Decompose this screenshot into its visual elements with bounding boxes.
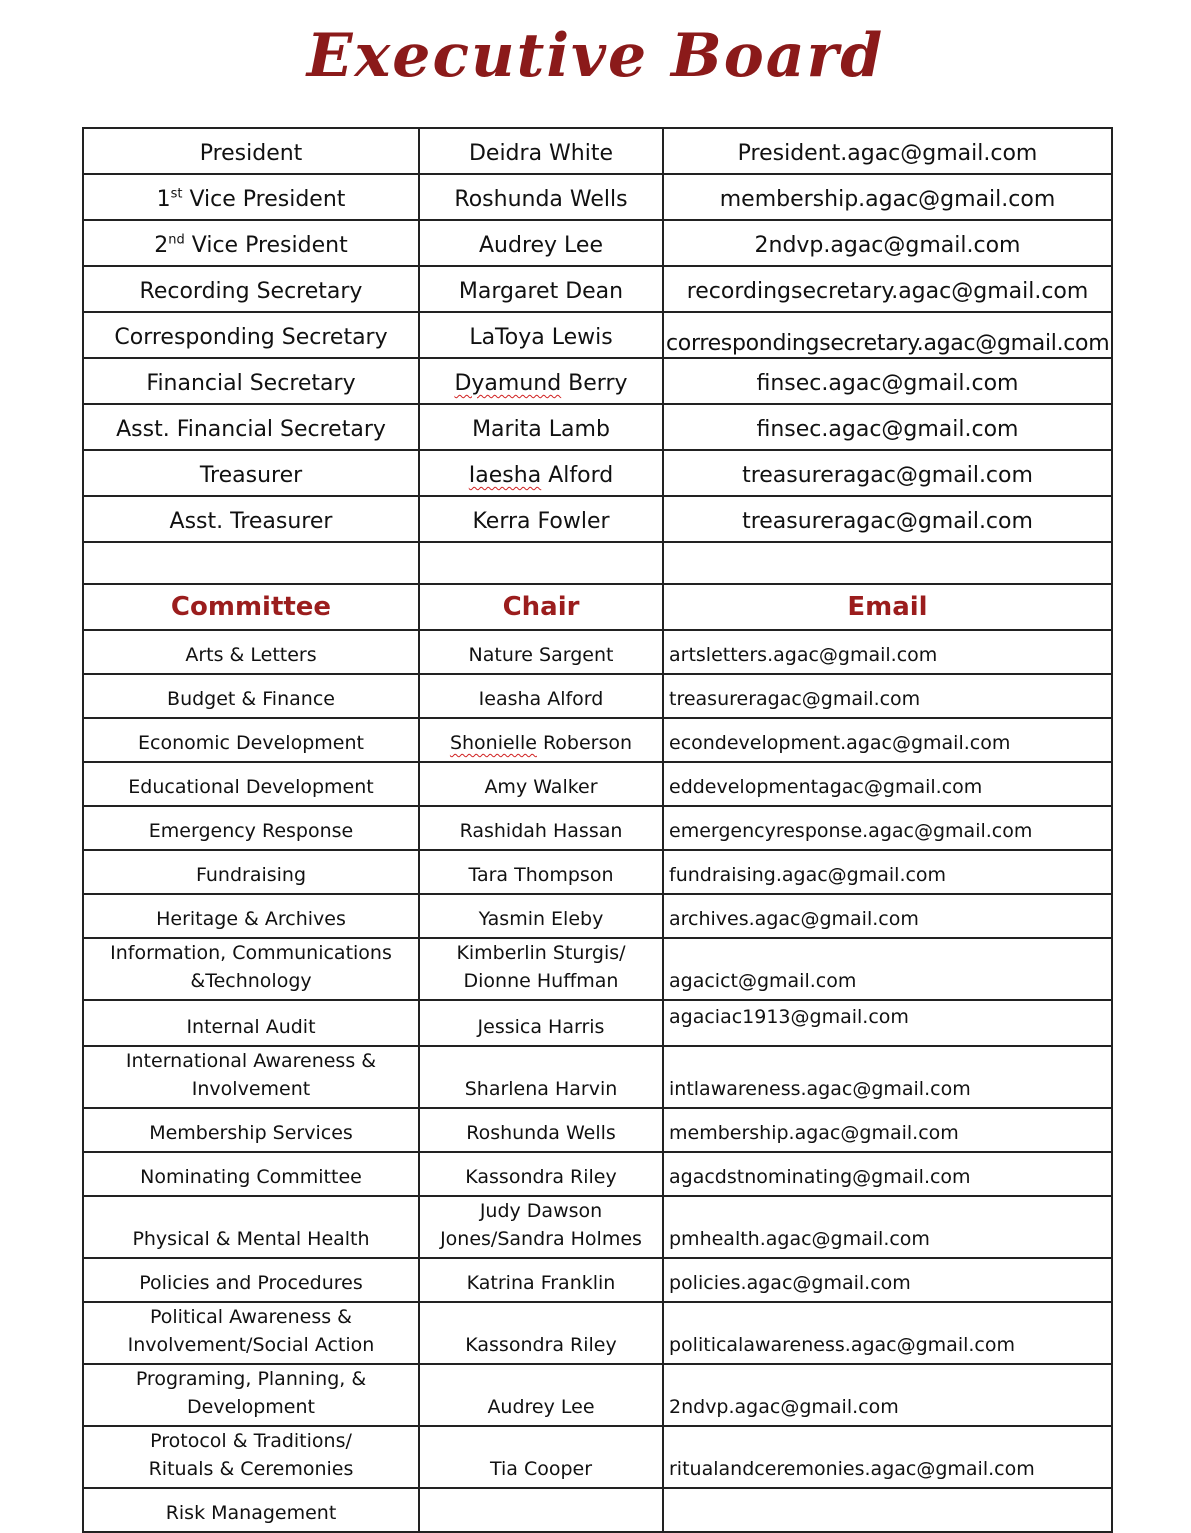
committee-email: policies.agac@gmail.com (663, 1258, 1112, 1302)
officer-name: Deidra White (419, 128, 663, 174)
committee-row (83, 1364, 1112, 1426)
officer-name: Iaesha Alford (419, 450, 663, 496)
committee-row (83, 1258, 1112, 1302)
officer-name: Dyamund Berry (419, 358, 663, 404)
committee-email: fundraising.agac@gmail.com (663, 850, 1112, 894)
officer-role: Asst. Treasurer (83, 496, 419, 542)
committee-name: Programing, Planning, & Development (83, 1364, 419, 1426)
officer-name: LaToya Lewis (419, 312, 663, 358)
committee-name: Internal Audit (83, 1000, 419, 1046)
committee-row (83, 938, 1112, 1000)
committee-email: agacdstnominating@gmail.com (663, 1152, 1112, 1196)
empty-cell (83, 542, 419, 584)
committee-name: Protocol & Traditions/ Rituals & Ceremonies (83, 1426, 419, 1488)
committee-row (83, 762, 1112, 806)
committee-row (83, 850, 1112, 894)
committee-email: politicalawareness.agac@gmail.com (663, 1302, 1112, 1364)
committee-email: artsletters.agac@gmail.com (663, 630, 1112, 674)
spacer-row (83, 542, 1112, 584)
committee-email: pmhealth.agac@gmail.com (663, 1196, 1112, 1258)
officer-role: Financial Secretary (83, 358, 419, 404)
committee-name: Nominating Committee (83, 1152, 419, 1196)
committee-name: Economic Development (83, 718, 419, 762)
committee-chair: Sharlena Harvin (419, 1046, 663, 1108)
officer-role: 1st Vice President (83, 174, 419, 220)
committee-email: eddevelopmentagac@gmail.com (663, 762, 1112, 806)
committee-name: Risk Management (83, 1488, 419, 1532)
officer-row (83, 312, 1112, 358)
committee-email: treasureragac@gmail.com (663, 674, 1112, 718)
executive-board-table (82, 127, 1113, 1533)
officer-email: finsec.agac@gmail.com (663, 358, 1112, 404)
officer-email: membership.agac@gmail.com (663, 174, 1112, 220)
officer-email: treasureragac@gmail.com (663, 496, 1112, 542)
committee-header: Committee (83, 584, 419, 630)
committee-row (83, 1152, 1112, 1196)
committee-name: International Awareness & Involvement (83, 1046, 419, 1108)
committee-chair: Kassondra Riley (419, 1302, 663, 1364)
committee-chair: Amy Walker (419, 762, 663, 806)
chair-header: Chair (419, 584, 663, 630)
committee-chair: Katrina Franklin (419, 1258, 663, 1302)
officer-email: 2ndvp.agac@gmail.com (663, 220, 1112, 266)
officer-name: Audrey Lee (419, 220, 663, 266)
committee-name: Emergency Response (83, 806, 419, 850)
page-title: Executive Board (306, 21, 885, 91)
committee-row (83, 1046, 1112, 1108)
committee-email: intlawareness.agac@gmail.com (663, 1046, 1112, 1108)
committee-chair: Kimberlin Sturgis/ Dionne Huffman (419, 938, 663, 1000)
officer-row (83, 174, 1112, 220)
committee-row (83, 1302, 1112, 1364)
officer-role: Recording Secretary (83, 266, 419, 312)
officer-email: recordingsecretary.agac@gmail.com (663, 266, 1112, 312)
officer-name: Margaret Dean (419, 266, 663, 312)
committee-chair: Ieasha Alford (419, 674, 663, 718)
committee-email (663, 1488, 1112, 1532)
committee-row (83, 718, 1112, 762)
officer-row (83, 358, 1112, 404)
committee-name: Information, Communications &Technology (83, 938, 419, 1000)
committee-email: membership.agac@gmail.com (663, 1108, 1112, 1152)
officer-row (83, 128, 1112, 174)
committee-chair: Audrey Lee (419, 1364, 663, 1426)
committee-chair: Kassondra Riley (419, 1152, 663, 1196)
empty-cell (663, 542, 1112, 584)
officer-email: correspondingsecretary.agac@gmail.com (663, 312, 1112, 358)
officer-row (83, 404, 1112, 450)
officer-role: President (83, 128, 419, 174)
committee-email: archives.agac@gmail.com (663, 894, 1112, 938)
officer-row (83, 496, 1112, 542)
committee-chair: Yasmin Eleby (419, 894, 663, 938)
committee-chair: Rashidah Hassan (419, 806, 663, 850)
officer-email: finsec.agac@gmail.com (663, 404, 1112, 450)
committee-name: Educational Development (83, 762, 419, 806)
officer-name: Marita Lamb (419, 404, 663, 450)
committee-name: Fundraising (83, 850, 419, 894)
committee-email: agaciac1913@gmail.com (663, 1000, 1112, 1046)
committee-email: econdevelopment.agac@gmail.com (663, 718, 1112, 762)
committee-name: Physical & Mental Health (83, 1196, 419, 1258)
officer-role: Corresponding Secretary (83, 312, 419, 358)
committee-email: agacict@gmail.com (663, 938, 1112, 1000)
committee-row (83, 1426, 1112, 1488)
committee-email: 2ndvp.agac@gmail.com (663, 1364, 1112, 1426)
officer-role: 2nd Vice President (83, 220, 419, 266)
committee-row (83, 630, 1112, 674)
officer-email: President.agac@gmail.com (663, 128, 1112, 174)
committee-chair: Roshunda Wells (419, 1108, 663, 1152)
committee-chair: Nature Sargent (419, 630, 663, 674)
committee-chair: Shonielle Roberson (419, 718, 663, 762)
officer-name: Kerra Fowler (419, 496, 663, 542)
committee-row (83, 674, 1112, 718)
officer-row (83, 220, 1112, 266)
committee-name: Heritage & Archives (83, 894, 419, 938)
committee-chair (419, 1488, 663, 1532)
officer-row (83, 266, 1112, 312)
committee-chair: Jessica Harris (419, 1000, 663, 1046)
committee-row (83, 806, 1112, 850)
committee-row (83, 1196, 1112, 1258)
officer-email: treasureragac@gmail.com (663, 450, 1112, 496)
committee-name: Policies and Procedures (83, 1258, 419, 1302)
committee-email: emergencyresponse.agac@gmail.com (663, 806, 1112, 850)
committee-chair: Tara Thompson (419, 850, 663, 894)
officer-role: Asst. Financial Secretary (83, 404, 419, 450)
committee-name: Political Awareness & Involvement/Social Action (83, 1302, 419, 1364)
officer-row (83, 450, 1112, 496)
committee-email: ritualandceremonies.agac@gmail.com (663, 1426, 1112, 1488)
committee-name: Membership Services (83, 1108, 419, 1152)
committee-row (83, 1488, 1112, 1532)
committee-chair: Tia Cooper (419, 1426, 663, 1488)
committee-row (83, 1108, 1112, 1152)
committee-chair: Judy Dawson Jones/Sandra Holmes (419, 1196, 663, 1258)
committee-header-row (83, 584, 1112, 630)
committee-row (83, 1000, 1112, 1046)
empty-cell (419, 542, 663, 584)
committee-row (83, 894, 1112, 938)
committee-name: Arts & Letters (83, 630, 419, 674)
officer-name: Roshunda Wells (419, 174, 663, 220)
officer-role: Treasurer (83, 450, 419, 496)
committee-name: Budget & Finance (83, 674, 419, 718)
email-header: Email (663, 584, 1112, 630)
